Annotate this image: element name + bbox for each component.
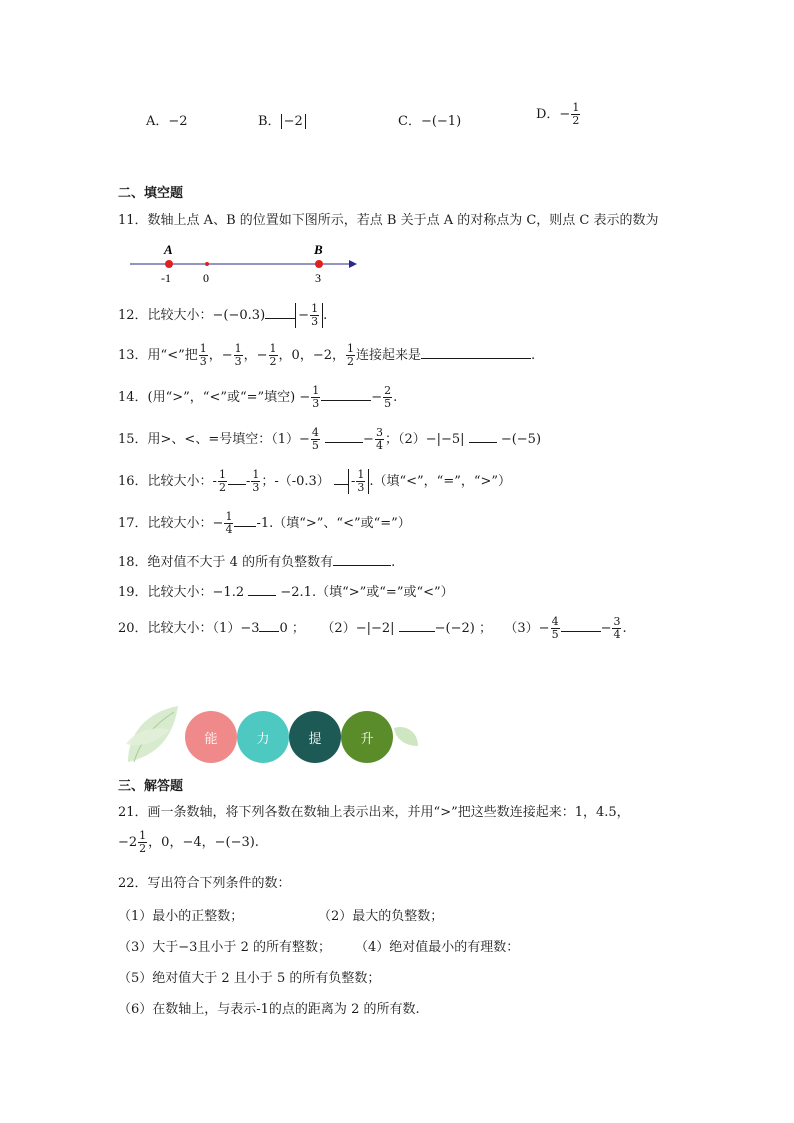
q22-item1: （1）最小的正整数； (118, 909, 244, 924)
q15-end: −(−5) (500, 432, 542, 447)
q17-post: -1.（填“>”、“<”或“=”） (256, 516, 411, 531)
q17-pre: 17．比较大小：− (118, 516, 224, 531)
frac-num: 1 (357, 468, 365, 481)
answer-blank[interactable] (334, 472, 348, 485)
badge-circle-2: 力 (237, 711, 289, 763)
answer-blank[interactable] (325, 430, 363, 443)
tick-label-a: -1 (161, 271, 171, 285)
frac-num: 3 (613, 615, 621, 628)
q21-l2pre: −2 (118, 835, 138, 850)
choice-d-prefix: D．− (536, 107, 571, 122)
q17 (118, 511, 411, 536)
q20-p3mid: − (600, 621, 612, 636)
q20-p3: （3）− (504, 621, 550, 636)
q16-mid: - (245, 474, 251, 489)
q12-pre: 12．比较大小：−(−0.3) (118, 308, 266, 323)
q18-pre: 18．绝对值不大于 4 的所有负整数有 (118, 555, 334, 570)
answer-blank[interactable] (469, 430, 497, 443)
point-origin (205, 262, 209, 266)
q16-frac1 (218, 469, 227, 494)
q13-frac4 (346, 343, 355, 368)
q15-pre: 15．用>、<、=号填空：（1）− (118, 432, 310, 447)
answer-blank[interactable] (399, 619, 435, 632)
point-a (165, 260, 173, 268)
frac-num: 4 (551, 615, 559, 628)
q16-end: .（填“<”，“=”，“>”） (369, 474, 512, 489)
q22-item2: （2）最大的负整数； (318, 909, 444, 924)
number-line-arrow (349, 260, 357, 268)
frac-den: 2 (572, 114, 580, 127)
answer-blank[interactable] (333, 553, 391, 566)
q13-frac2 (234, 343, 243, 368)
q16-p2: ；-（-0.3） (261, 474, 330, 489)
leaf-decoration (126, 704, 188, 764)
frac-den: 3 (311, 315, 319, 328)
frac-den: 4 (613, 628, 621, 641)
answer-blank[interactable] (248, 583, 276, 596)
q20-p2: （2）−|−2| (321, 621, 395, 636)
q19-pre: 19．比较大小：−1.2 (118, 585, 245, 600)
q13 (118, 343, 535, 368)
q13-sep2: ，− (243, 348, 268, 363)
q22-item6: （6）在数轴上，与表示-1的点的距离为 2 的所有数. (118, 1002, 420, 1017)
choice-b-prefix: B． (258, 114, 281, 129)
frac-den: 5 (384, 397, 392, 410)
frac-den: 3 (357, 481, 365, 494)
q12-fraction (310, 303, 319, 328)
q12 (118, 303, 327, 328)
q15-p2: ；（2）−|−5| (384, 432, 465, 447)
small-leaf-icon (392, 724, 420, 750)
q13-sep3: ，0，−2， (278, 348, 345, 363)
frac-den: 3 (199, 355, 207, 368)
q16 (118, 469, 511, 494)
frac-num: 2 (384, 384, 392, 397)
frac-num: 3 (375, 426, 383, 439)
section-heading-answer: 三、解答题 (118, 779, 184, 794)
q22-item3: （3）大于−3且小于 2 的所有整数； (118, 940, 331, 955)
frac-num: 1 (346, 342, 354, 355)
answer-blank[interactable] (265, 306, 295, 319)
point-b (315, 260, 323, 268)
q14-pre: 14．(用“>”，“<”或“=”填空) − (118, 390, 311, 405)
q20-frac2 (612, 616, 621, 641)
q15-mid: − (363, 432, 374, 447)
q20-pre: 20．比较大小：（1）−3 (118, 621, 260, 636)
label-b: B (314, 242, 323, 257)
answer-blank[interactable] (228, 472, 246, 485)
frac-num: 4 (311, 426, 319, 439)
label-a: A (164, 242, 173, 257)
q16-pre: 16．比较大小：- (118, 474, 217, 489)
answer-blank[interactable] (561, 619, 601, 632)
frac-den: 2 (346, 355, 354, 368)
q21-fraction (138, 830, 147, 855)
q13-frac1 (199, 343, 208, 368)
q19 (118, 581, 454, 600)
number-line (125, 238, 365, 288)
frac-den: 4 (375, 439, 383, 452)
section-heading-fill: 二、填空题 (118, 186, 184, 201)
frac-num: 1 (312, 384, 320, 397)
frac-den: 3 (312, 397, 320, 410)
frac-den: 3 (252, 481, 260, 494)
q14-end: . (393, 390, 398, 405)
badge-circle-1: 能 (185, 711, 237, 763)
q13-pre: 13．用“<”把 (118, 348, 198, 363)
badge-circle-3: 提 (289, 711, 341, 763)
q16-frac3 (356, 469, 365, 494)
frac-num: 1 (139, 829, 147, 842)
q21-line2 (118, 830, 259, 855)
frac-num: 1 (252, 468, 260, 481)
frac-num: 1 (269, 342, 277, 355)
frac-num: 1 (225, 510, 233, 523)
q14 (118, 385, 397, 410)
frac-den: 5 (551, 628, 559, 641)
q20-p1end: 0 ； (279, 621, 305, 636)
q20-end: . (622, 621, 627, 636)
q21-line1: 21．画一条数轴，将下列各数在数轴上表示出来，并用“>”把这些数连接起来：1，4.5， (118, 805, 630, 820)
frac-den: 3 (234, 355, 242, 368)
frac-num: 1 (311, 302, 319, 315)
q12-abs-sign: − (298, 308, 310, 323)
q21-l2post: ，0，−4，−(−3). (148, 835, 259, 850)
q14-frac2 (383, 385, 392, 410)
leaf-shape (394, 727, 418, 746)
choice-d (536, 102, 581, 127)
frac-den: 2 (269, 355, 277, 368)
q15-frac1 (311, 427, 320, 452)
q15 (118, 427, 541, 452)
frac-num: 1 (199, 342, 207, 355)
frac-num: 1 (218, 468, 226, 481)
q22-title: 22．写出符合下列条件的数： (118, 876, 291, 891)
frac-den: 4 (225, 523, 233, 536)
q14-frac1 (311, 385, 320, 410)
q20-p2end: −(−2) ； (434, 621, 492, 636)
q22-item5: （5）绝对值大于 2 且小于 5 的所有负整数； (118, 971, 381, 986)
answer-blank[interactable] (259, 619, 279, 632)
q12-abs (295, 303, 323, 328)
q17-fraction (224, 511, 233, 536)
frac-den: 2 (218, 481, 226, 494)
q20-frac1 (551, 616, 560, 641)
answer-blank[interactable] (234, 514, 256, 527)
q18 (118, 551, 395, 570)
tick-label-0: 0 (203, 271, 209, 285)
answer-blank[interactable] (321, 388, 371, 401)
q14-mid: − (371, 390, 383, 405)
q15-frac2 (375, 427, 384, 452)
q12-post: . (323, 308, 328, 323)
choice-b (258, 110, 306, 129)
q13-sep1: ，− (208, 348, 233, 363)
frac-den: 2 (139, 842, 147, 855)
q13-end: . (531, 348, 536, 363)
answer-blank[interactable] (421, 346, 531, 359)
q18-end: . (391, 555, 396, 570)
frac-den: 5 (311, 439, 319, 452)
frac-num: 1 (572, 101, 580, 114)
q16-abs-sign: - (350, 474, 356, 489)
q20 (118, 616, 627, 641)
q16-abs (348, 469, 369, 494)
choice-c-prefix: C． (398, 114, 421, 129)
badge-circle-4: 升 (341, 711, 393, 763)
q13-frac3 (269, 343, 278, 368)
frac-num: 1 (234, 342, 242, 355)
tick-label-b: 3 (315, 271, 321, 285)
q11-text: 11．数轴上点 A、B 的位置如下图所示，若点 B 关于点 A 的对称点为 C，则点 C 表示的数为 (118, 213, 659, 228)
choice-b-value: −2 (281, 114, 306, 129)
choice-d-fraction (571, 102, 580, 127)
q19-post: −2.1.（填“>”或“=”或“<”） (280, 585, 454, 600)
q22-item4: （4）绝对值最小的有理数： (355, 940, 520, 955)
choice-c-value: −(−1) (420, 114, 462, 129)
q16-frac2 (251, 469, 260, 494)
q13-post: 连接起来是 (355, 348, 421, 363)
choice-c (398, 110, 461, 129)
choice-a: A．−2 (146, 114, 188, 129)
